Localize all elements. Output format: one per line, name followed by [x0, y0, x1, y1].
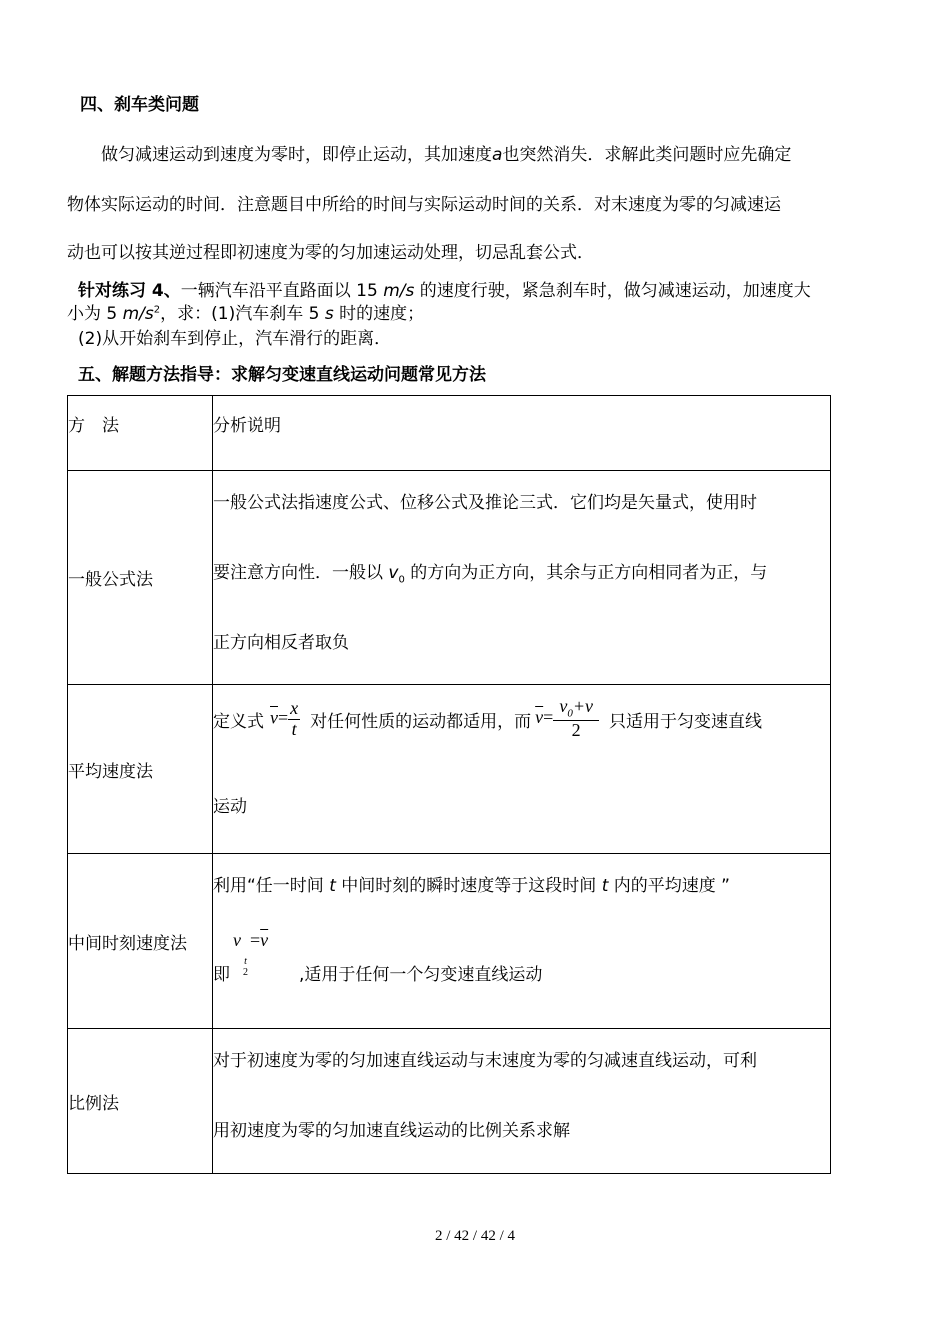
table-header-row	[68, 396, 831, 471]
exercise-label: 针对练习 4	[78, 281, 164, 301]
table-row	[68, 854, 831, 1029]
analysis-average-velocity: 定义式 $\overline{v}=$ $\frac{x}{t}$ 对任何性质的运动都适用，而 $\overline{v}=$ $\frac{v_0+v}{2}$ 只适用于匀变速直线 运动	[213, 685, 831, 854]
exercise-line1: 针对练习 4、一辆汽车沿平直路面以 15 m/s 的速度行驶，紧急刹车时，做匀减速运动，加速度大	[78, 281, 811, 301]
method-general-formula: 一般公式法	[68, 471, 213, 685]
method-proportion: 比例法	[68, 1029, 213, 1174]
section4-para-line3: 动也可以按其逆过程即初速度为零的匀加速运动处理，切忌乱套公式．	[67, 243, 594, 263]
method-average-velocity: 平均速度法	[68, 685, 213, 854]
formula-average-velocity-definition: $\overline{v}=$ $\frac{x}{t}$	[270, 697, 299, 739]
formula-midpoint-velocity: v t 2 $=\overline{v}$	[233, 930, 269, 978]
section4-para-line1: 做匀减速运动到速度为零时，即停止运动，其加速度a也突然消失．求解此类问题时应先确定	[101, 145, 792, 165]
analysis-general-formula: 一般公式法指速度公式、位移公式及推论三式．它们均是矢量式，使用时 要注意方向性．一般以 $v_0$ 的方向为正方向，其余与正方向相同者为正，与 正方向相反者取负	[213, 471, 831, 685]
analysis-proportion: 对于初速度为零的匀加速直线运动与末速度为零的匀减速直线运动，可利 用初速度为零的匀加速直线运动的比例关系求解	[213, 1029, 831, 1174]
analysis-midpoint-velocity: 利用“任一时间 t 中间时刻的瞬时速度等于这段时间 t 内的平均速度 ” 即 v t 2 $=\overline{v}$ ,适用于任何一个匀变速直线运动	[213, 854, 831, 1029]
exercise-line3: (2)从开始刹车到停止，汽车滑行的距离．	[78, 329, 392, 349]
section4-heading: 四、刹车类问题	[80, 95, 199, 115]
formula-average-velocity-uniform: $\overline{v}=$ $\frac{v_0+v}{2}$	[535, 697, 599, 740]
methods-table	[67, 395, 831, 1174]
table-row	[68, 1029, 831, 1174]
method-midpoint-velocity: 中间时刻速度法	[68, 854, 213, 1029]
page-number: 2 / 42 / 42 / 4	[434, 1228, 515, 1244]
section4-para-line2: 物体实际运动的时间．注意题目中所给的时间与实际运动时间的关系．对末速度为零的匀减速运	[67, 195, 781, 215]
exercise-line2: 小为 5 $m/s^2$，求：(1)汽车刹车 5 s 时的速度；	[67, 304, 425, 324]
table-row	[68, 685, 831, 854]
header-method: 方 法	[68, 396, 213, 471]
section5-heading: 五、解题方法指导：求解匀变速直线运动问题常见方法	[78, 365, 486, 385]
table-row	[68, 471, 831, 685]
header-analysis: 分析说明	[213, 396, 831, 471]
